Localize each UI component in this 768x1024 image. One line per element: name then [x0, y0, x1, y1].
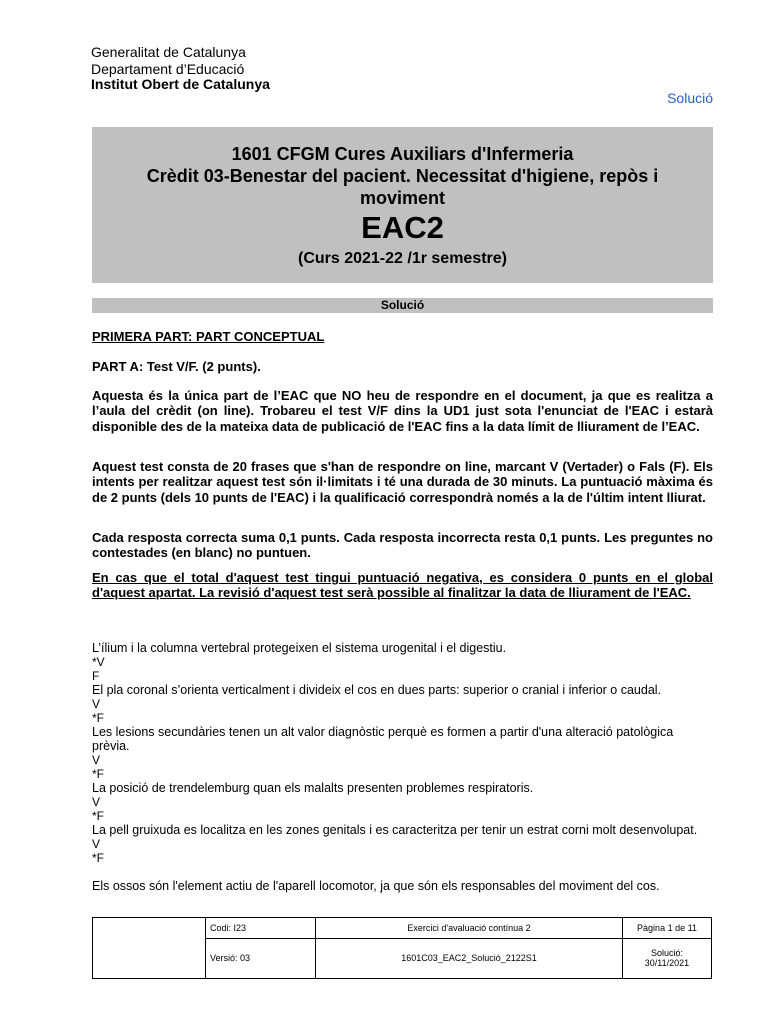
question-item [92, 879, 713, 893]
part-title: PRIMERA PART: PART CONCEPTUAL [92, 329, 325, 344]
part-a-heading: PART A: Test V/F. (2 punts). [92, 359, 261, 374]
option-true: V [92, 753, 101, 767]
institution-line-ioc: Institut Obert de Catalunya [91, 76, 270, 92]
footer-logo-cell [93, 918, 206, 979]
paragraph-scoring: Cada resposta correcta suma 0,1 punts. Cada resposta incorrecta resta 0,1 punts. Les preguntes no contestades (en blanc) no puntuen. [92, 530, 713, 561]
question-statement: El pla coronal s’orienta verticalment i divideix el cos en dues parts: superior o cranial i inferior o caudal. [92, 683, 662, 697]
question-statement: Els ossos són l'element actiu de l'aparell locomotor, ja que són els responsables del moviment del cos. [92, 879, 660, 893]
question-item [92, 781, 713, 823]
institution-line-department: Departament d’Educació [91, 61, 245, 77]
question-item [92, 725, 713, 781]
institution-line-generalitat: Generalitat de Catalunya [91, 44, 246, 60]
option-false: *F [92, 809, 104, 823]
footer-solution-date-cell [623, 938, 712, 978]
option-false: F [92, 669, 100, 683]
paragraph-test-info: Aquest test consta de 20 frases que s'han de respondre on line, marcant V (Vertader) o Fals (F). Els intents per realitzar aquest test són il·limitats i té una durada de 30 minuts. La puntuació màxima és de 2 punts (dels 10 punts de l'EAC) i la qualificació correspondrà només a la de l'últim intent lliurat. [92, 459, 713, 505]
option-true: V [92, 837, 101, 851]
assignment-code: EAC2 [361, 210, 444, 245]
option-true: *V [92, 655, 105, 669]
footer-solution-label: Solució: [650, 948, 684, 959]
course-title: 1601 CFGM Cures Auxiliars d'Infermeria [231, 144, 574, 164]
paragraph-negative-score: En cas que el total d'aquest test tingui puntuació negativa, es considera 0 punts en el global d'aquest apartat. La revisió d'aquest test serà possible al finalitzar la data de lliurament de l'EAC. [92, 570, 713, 601]
option-true: V [92, 697, 101, 711]
option-false: *F [92, 767, 104, 781]
footer-exercise: Exercici d'avaluació contínua 2 [316, 918, 623, 939]
question-statement: La pell gruixuda es localitza en les zones genitals i es caracteritza per tenir un estrat corni molt desenvolupat. [92, 823, 698, 837]
question-item [92, 683, 713, 725]
option-false: *F [92, 851, 104, 865]
section-bar-solution: Solució [92, 298, 713, 313]
title-block [92, 127, 713, 283]
question-item [92, 641, 713, 683]
footer-version: Versió: 03 [206, 938, 316, 978]
question-statement: La posició de trendelemburg quan els malalts presenten problemes respiratoris. [92, 781, 534, 795]
question-statement: L’ílium i la columna vertebral protegeixen el sistema urogenital i el digestiu. [92, 641, 507, 655]
course-year: (Curs 2021-22 /1r semestre) [297, 250, 507, 267]
credit-title: Crèdit 03-Benestar del pacient. Necessitat d'higiene, repòs i moviment [146, 166, 659, 208]
option-true: V [92, 795, 101, 809]
question-item [92, 823, 713, 865]
footer-solution-date: 30/11/2021 [644, 958, 690, 969]
option-false: *F [92, 711, 104, 725]
paragraph-instructions: Aquesta és la única part de l’EAC que NO heu de respondre en el document, ja que es realitza a l’aula del crèdit (on line). Trobareu el test V/F dins la UD1 just sota l'enunciat de l'EAC i estarà disponible des de la mateixa data de publicació de l'EAC fins a la data límit de lliurament de l’EAC. [92, 388, 713, 434]
document-footer-table [92, 917, 712, 979]
footer-page: Pàgina 1 de 11 [623, 918, 712, 939]
question-statement: Les lesions secundàries tenen un alt valor diagnòstic perquè es formen a partir d'una alteració patològica prèvia. [92, 725, 674, 753]
footer-code: Codi: I23 [206, 918, 316, 939]
footer-filename: 1601C03_EAC2_Solució_2122S1 [316, 938, 623, 978]
solution-link[interactable]: Solució [667, 90, 713, 106]
